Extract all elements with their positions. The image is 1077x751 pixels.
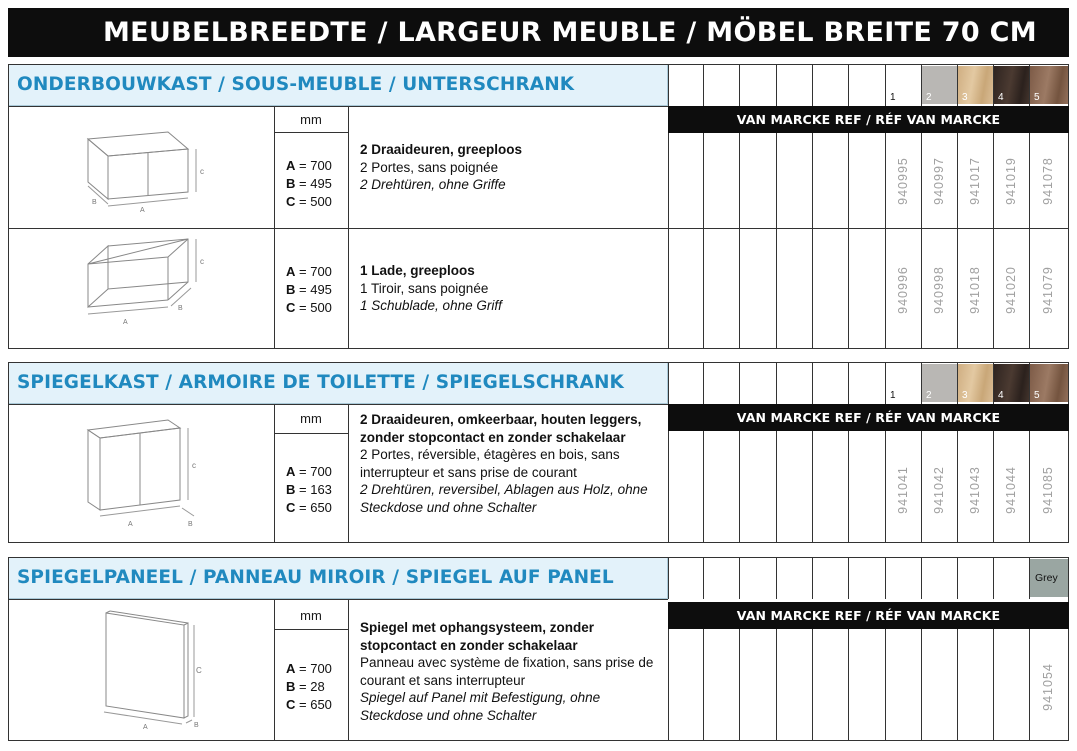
dim-c-value: 650	[310, 697, 332, 712]
svg-text:A: A	[123, 319, 128, 326]
ref-code[interactable]: 941085	[1041, 465, 1055, 514]
grid-line	[703, 629, 704, 741]
grid-line	[885, 557, 886, 599]
grid-line	[776, 431, 777, 543]
grid-line	[776, 629, 777, 741]
ref-header: VAN MARCKE REF / RÉF VAN MARCKE	[668, 106, 1069, 133]
ref-code[interactable]: 941017	[968, 157, 982, 205]
grid-line	[993, 64, 994, 106]
grid-line	[668, 557, 669, 599]
svg-text:B: B	[194, 722, 199, 729]
dimensions-block: A = 700 B = 495 C = 500	[286, 158, 332, 209]
grid-line	[1029, 362, 1030, 404]
color-swatch-5: 5	[1030, 364, 1068, 402]
color-swatch-5: 5	[1030, 66, 1068, 104]
grid-line	[848, 431, 849, 543]
section-spiegelpaneel	[8, 557, 1069, 741]
grid-line	[703, 557, 704, 599]
mm-label: mm	[300, 112, 322, 127]
section-header	[8, 557, 668, 599]
product-description: 1 Lade, greeploos 1 Tiroir, sans poignée 1 Schublade, ohne Griff	[360, 263, 502, 313]
dimensions-block: A = 700 B = 163 C = 650	[286, 464, 332, 515]
dim-b-value: 495	[310, 176, 332, 191]
row-divider	[8, 106, 668, 107]
color-swatch-4: 4	[994, 66, 1030, 104]
grid-line	[921, 362, 922, 404]
svg-text:A: A	[128, 521, 133, 528]
grid-line	[739, 629, 740, 741]
grid-line	[885, 629, 886, 741]
grid-line	[957, 557, 958, 599]
grid-line	[668, 629, 669, 741]
cabinet-one-drawer-drawing	[68, 234, 218, 344]
grid-line	[993, 629, 994, 741]
grid-line	[776, 133, 777, 349]
row-divider	[274, 433, 348, 434]
ref-code[interactable]: 940998	[932, 265, 946, 314]
section-title: ONDERBOUWKAST / SOUS-MEUBLE / UNTERSCHRANK	[17, 74, 575, 95]
ref-header: VAN MARCKE REF / RÉF VAN MARCKE	[668, 602, 1069, 629]
grid-line	[739, 64, 740, 106]
mirror-panel-drawing	[88, 603, 218, 738]
ref-code[interactable]: 941041	[896, 465, 910, 514]
grid-line	[1029, 64, 1030, 106]
mm-label: mm	[300, 608, 322, 623]
ref-code[interactable]: 941078	[1041, 157, 1055, 205]
grid-line	[848, 362, 849, 404]
color-swatch-2: 2	[922, 66, 958, 104]
ref-code[interactable]: 941019	[1004, 157, 1018, 205]
color-swatch-3: 3	[958, 364, 994, 402]
ref-code[interactable]: 941054	[1041, 662, 1055, 711]
row-divider	[274, 629, 348, 630]
ref-code[interactable]: 940996	[896, 265, 910, 314]
grid-line	[957, 629, 958, 741]
grid-line	[703, 431, 704, 543]
grid-line	[957, 362, 958, 404]
section-title: SPIEGELKAST / ARMOIRE DE TOILETTE / SPIEGELSCHRANK	[17, 372, 624, 393]
grid-line	[348, 599, 349, 741]
dim-b-value: 28	[310, 679, 325, 694]
grid-line	[776, 557, 777, 599]
dim-b-value: 163	[310, 482, 332, 497]
grid-line	[812, 557, 813, 599]
color-swatch-3: 3	[958, 66, 994, 104]
product-description: 2 Draaideuren, omkeerbaar, houten leggers, zonder stopcontact en zonder schakelaar 2 Portes, réversible, étagères en bois, sans interrupteur et sans prise de courant 2 Drehtüren, reversibel, Ablagen aus Holz, ohne Steckdose und ohne Schalter	[360, 412, 648, 515]
dim-a-value: 700	[310, 264, 332, 279]
grid-line	[668, 362, 669, 404]
ref-code[interactable]: 941020	[1004, 265, 1018, 314]
svg-text:c: c	[200, 167, 204, 176]
product-description: Spiegel met ophangsysteem, zonder stopcontact en zonder schakelaar Panneau avec système de fixation, sans prise de courant et sans interrupteur Spiegel auf Panel mit Befestigung, ohne Steckdose und ohne Schalter	[360, 620, 654, 723]
row-divider	[8, 599, 668, 600]
svg-text:B: B	[92, 199, 97, 206]
grid-line	[812, 362, 813, 404]
section-header	[8, 64, 668, 106]
color-swatch-1: 1	[886, 66, 921, 104]
grid-line	[703, 64, 704, 106]
grid-line	[348, 404, 349, 543]
section-title: SPIEGELPANEEL / PANNEAU MIROIR / SPIEGEL AUF PANEL	[17, 567, 614, 588]
grid-line	[848, 557, 849, 599]
dimensions-block: A = 700 B = 495 C = 500	[286, 264, 332, 315]
svg-text:A: A	[140, 207, 145, 214]
dimensions-block: A = 700 B = 28 C = 650	[286, 661, 332, 712]
grid-line	[921, 557, 922, 599]
grid-line	[848, 64, 849, 106]
svg-text:C: C	[196, 666, 202, 675]
row-divider	[8, 228, 1069, 229]
ref-code[interactable]: 941044	[1004, 465, 1018, 514]
grid-line	[739, 431, 740, 543]
ref-code[interactable]: 941042	[932, 465, 946, 514]
dim-a-value: 700	[310, 661, 332, 676]
grid-line	[739, 362, 740, 404]
mirror-cabinet-drawing	[68, 410, 218, 540]
ref-code[interactable]: 941079	[1041, 265, 1055, 314]
grid-line	[812, 431, 813, 543]
grid-line	[993, 362, 994, 404]
page-title: MEUBELBREEDTE / LARGEUR MEUBLE / MÖBEL BREITE 70 CM	[8, 8, 1069, 57]
svg-text:B: B	[188, 521, 193, 528]
grid-line	[812, 629, 813, 741]
section-header	[8, 362, 668, 404]
grid-line	[739, 133, 740, 349]
grid-line	[812, 64, 813, 106]
product-description: 2 Draaideuren, greeploos 2 Portes, sans poignée 2 Drehtüren, ohne Griffe	[360, 142, 523, 192]
dim-b-value: 495	[310, 282, 332, 297]
svg-text:c: c	[192, 461, 196, 470]
dim-c-value: 650	[310, 500, 332, 515]
svg-text:A: A	[143, 724, 148, 731]
ref-header: VAN MARCKE REF / RÉF VAN MARCKE	[668, 404, 1069, 431]
color-swatch-2: 2	[922, 364, 958, 402]
cabinet-two-doors-drawing	[68, 114, 218, 224]
dim-c-value: 500	[310, 194, 332, 209]
ref-code[interactable]: 941043	[968, 465, 982, 514]
dim-a-value: 700	[310, 464, 332, 479]
ref-code[interactable]: 941018	[968, 265, 982, 314]
color-swatch-grey: Grey	[1030, 559, 1068, 597]
grid-line	[703, 362, 704, 404]
row-divider	[274, 132, 348, 133]
grid-line	[739, 557, 740, 599]
svg-text:B: B	[178, 305, 183, 312]
section-spiegelkast	[8, 362, 1069, 543]
section-onderbouwkast	[8, 64, 1069, 349]
svg-text:c: c	[200, 257, 204, 266]
grid-line	[776, 362, 777, 404]
grid-line	[921, 629, 922, 741]
grid-line	[921, 64, 922, 106]
grid-line	[812, 133, 813, 349]
grid-line	[668, 133, 669, 349]
grid-line	[993, 557, 994, 599]
grid-line	[703, 133, 704, 349]
grid-line	[848, 133, 849, 349]
ref-code[interactable]: 940995	[896, 157, 910, 205]
row-divider	[8, 404, 668, 405]
grid-line	[848, 629, 849, 741]
grid-line	[668, 431, 669, 543]
ref-code[interactable]: 940997	[932, 157, 946, 205]
color-swatch-4: 4	[994, 364, 1030, 402]
color-swatch-1: 1	[886, 364, 921, 402]
grid-line	[668, 64, 669, 106]
grid-line	[957, 64, 958, 106]
dim-c-value: 500	[310, 300, 332, 315]
dim-a-value: 700	[310, 158, 332, 173]
grid-line	[776, 64, 777, 106]
mm-label: mm	[300, 411, 322, 426]
